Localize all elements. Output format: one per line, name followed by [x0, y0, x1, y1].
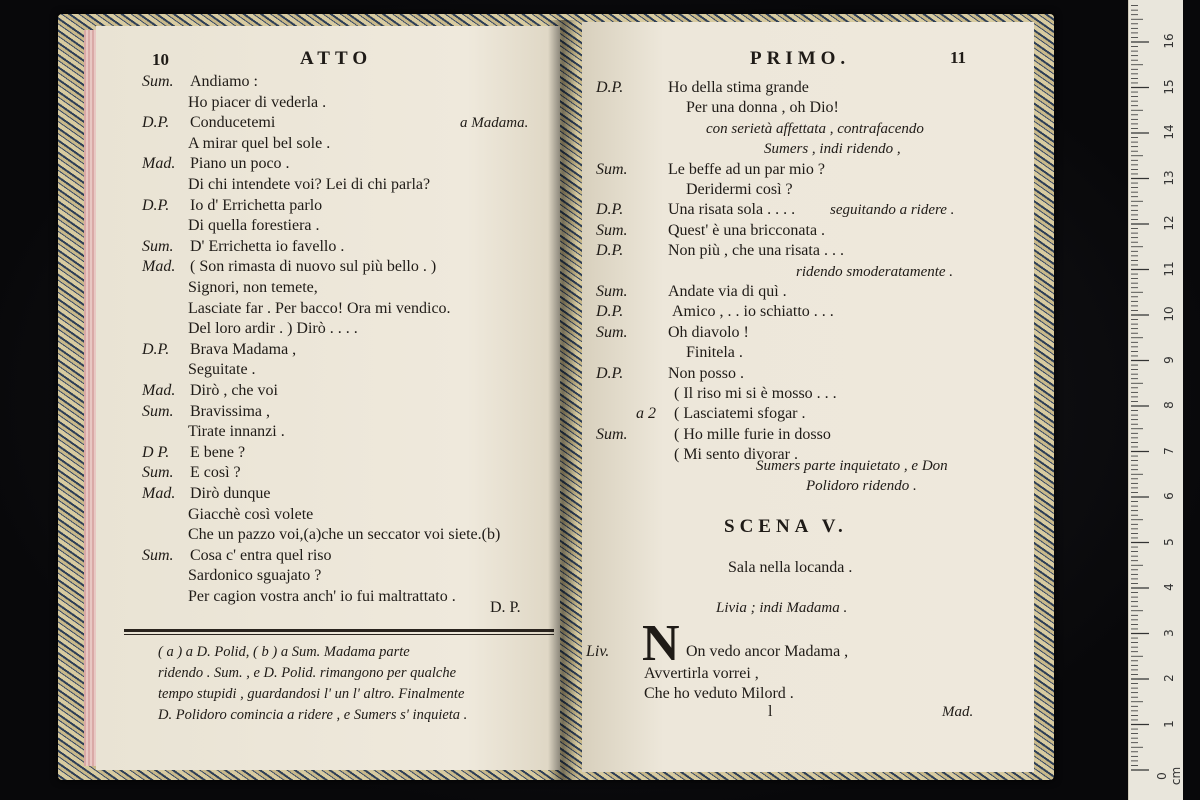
ruler-label: 16	[1162, 33, 1176, 49]
footnote-rule-thin	[124, 634, 554, 635]
ruler-label: 7	[1162, 446, 1176, 455]
livia-line-3: Che ho veduto Milord .	[644, 685, 794, 702]
speaker-label: D.P.	[142, 114, 170, 131]
livia-line-1: On vedo ancor Madama ,	[686, 643, 849, 660]
speaker-livia: Liv.	[586, 643, 610, 660]
stage-direction-1: Sumers parte inquietato , e Don	[756, 458, 948, 474]
verse-line: Oh diavolo !	[668, 324, 749, 341]
verse-line: Conducetemi	[190, 114, 276, 131]
verse-line: Del loro ardir . ) Dirò . . . .	[188, 320, 358, 337]
verse-line: ridendo smoderatamente .	[796, 264, 954, 280]
verse-line: Sardonico sguajato ?	[188, 567, 322, 584]
ruler-label: 0 cm	[1155, 766, 1183, 786]
verse-line: Per una donna , oh Dio!	[686, 99, 839, 116]
verse-line: Cosa c' entra quel riso	[190, 547, 332, 564]
speaker-label: D.P.	[142, 197, 170, 214]
verse-line: E bene ?	[190, 444, 246, 461]
page-number: 10	[152, 50, 169, 69]
scene-place: Sala nella locanda .	[728, 559, 853, 576]
speaker-label: Mad.	[142, 155, 176, 172]
book-gutter	[548, 20, 578, 780]
stage-note: seguitando a ridere .	[830, 202, 955, 218]
verse-line: Le beffe ad un par mio ?	[668, 161, 825, 178]
verse-line: Non posso .	[668, 365, 745, 382]
speaker-label: Sum.	[142, 547, 174, 564]
verse-line: Piano un poco .	[190, 155, 290, 172]
speaker-label: Mad.	[142, 258, 176, 275]
running-header: ATTO	[300, 48, 373, 69]
verse-line: Di chi intendete voi? Lei di chi parla?	[188, 176, 431, 193]
verse-line: Seguitate .	[188, 361, 256, 378]
speaker-label: Sum.	[596, 426, 628, 443]
ruler-label: 4	[1162, 583, 1176, 591]
verse-line: Finitela .	[686, 344, 743, 361]
verse-line: Ho della stima grande	[668, 79, 809, 96]
running-header: PRIMO.	[750, 48, 851, 69]
scene-title: SCENA V.	[724, 516, 848, 537]
ruler-label: 12	[1162, 215, 1176, 231]
ruler-label: 10	[1162, 306, 1176, 322]
speaker-label: D.P.	[596, 201, 624, 218]
verse-line: con serietà affettata , contrafacendo	[706, 121, 924, 137]
ruler-label: 8	[1162, 401, 1176, 409]
speaker-label: D.P.	[596, 242, 624, 259]
speaker-label: a 2	[636, 405, 656, 422]
verse-line: Signori, non temete,	[188, 279, 318, 296]
verse-line: Quest' è una bricconata .	[668, 222, 826, 239]
footnote-rule	[124, 629, 554, 632]
left-page	[96, 26, 560, 770]
verse-line: ( Mi sento divorar .	[674, 446, 798, 463]
verse-line: Andate via di quì .	[668, 283, 787, 300]
ruler-label: 14	[1162, 124, 1176, 140]
footnote-line: D. Polidoro comincia a ridere , e Sumers s' inquieta .	[158, 707, 468, 723]
verse-line: A mirar quel bel sole .	[188, 135, 331, 152]
ruler-label: 5	[1162, 537, 1176, 546]
speaker-label: D.P.	[142, 341, 170, 358]
catchword: Mad.	[942, 704, 974, 720]
ruler-label: 11	[1162, 260, 1176, 277]
verse-line: Brava Madama ,	[190, 341, 297, 358]
right-page	[582, 22, 1034, 772]
verse-line: E così ?	[190, 464, 241, 481]
speaker-label: Sum.	[142, 403, 174, 420]
speaker-label: Sum.	[142, 238, 174, 255]
verse-line: Lasciate far . Per bacco! Ora mi vendico.	[188, 300, 451, 317]
verse-line: Sumers , indi ridendo ,	[764, 141, 901, 157]
verse-line: Dirò dunque	[190, 485, 271, 502]
measurement-ruler	[1128, 0, 1183, 800]
verse-line: Giacchè così volete	[188, 506, 314, 523]
speaker-label: Sum.	[596, 283, 628, 300]
speaker-label: Sum.	[596, 161, 628, 178]
verse-line: Per cagion vostra anch' io fui maltrattato .	[188, 588, 456, 605]
verse-line: D' Errichetta io favello .	[190, 238, 345, 255]
speaker-label: Mad.	[142, 485, 176, 502]
stage-direction-2: Polidoro ridendo .	[806, 478, 917, 494]
verse-line: Non più , che una risata . . .	[668, 242, 844, 259]
signature-mark: l	[768, 703, 773, 720]
speaker-label: Sum.	[596, 324, 628, 341]
verse-line: Bravissima ,	[190, 403, 270, 420]
ruler-label: 2	[1162, 674, 1176, 682]
footnote-line: ( a ) a D. Polid, ( b ) a Sum. Madama parte	[158, 644, 410, 660]
verse-line: Dirò , che voi	[190, 382, 278, 399]
verse-line: Tirate innanzi .	[188, 423, 285, 440]
footnote-line: tempo stupidi , guardandosi l' un l' altro. Finalmente	[158, 686, 465, 702]
drop-capital: N	[642, 615, 680, 672]
speaker-label: D.P.	[596, 79, 624, 96]
footnote-line: ridendo . Sum. , e D. Polid. rimangono per qualche	[158, 665, 457, 681]
speaker-label: Mad.	[142, 382, 176, 399]
verse-line: ( Son rimasta di nuovo sul più bello . )	[190, 258, 437, 275]
ruler-label: 15	[1162, 78, 1176, 95]
verse-line: Io d' Errichetta parlo	[190, 197, 323, 214]
stage-note: a Madama.	[460, 115, 529, 131]
verse-line: ( Ho mille furie in dosso	[674, 426, 831, 443]
ruler-label: 6	[1162, 492, 1176, 500]
speaker-label: D.P.	[596, 303, 624, 320]
verse-line: Di quella forestiera .	[188, 217, 320, 234]
verse-line: Una risata sola . . . .	[668, 201, 796, 218]
livia-line-2: Avvertirla vorrei ,	[644, 665, 759, 682]
ruler-label: 3	[1162, 628, 1176, 637]
ruler-label: 13	[1162, 169, 1176, 186]
verse-line: Andiamo :	[190, 73, 258, 90]
speaker-label: Sum.	[596, 222, 628, 239]
ruler-label: 9	[1162, 355, 1176, 364]
scene-characters: Livia ; indi Madama .	[716, 600, 848, 616]
speaker-label: D.P.	[596, 365, 624, 382]
verse-line: Ho piacer di vederla .	[188, 94, 327, 111]
verse-line: Amico , . . io schiatto . . .	[672, 303, 834, 320]
speaker-label: Sum.	[142, 464, 174, 481]
speaker-label: D P.	[142, 444, 170, 461]
page-number: 11	[950, 48, 967, 67]
verse-line: Che un pazzo voi,(a)che un seccator voi siete.(b)	[188, 526, 501, 543]
speaker-label: Sum.	[142, 73, 174, 90]
verse-line: Deridermi così ?	[686, 181, 793, 198]
verse-line: ( Il riso mi si è mosso . . .	[674, 385, 837, 402]
catchword: D. P.	[490, 599, 521, 616]
verse-line: ( Lasciatemi sfogar .	[674, 405, 806, 422]
ruler-label: 1	[1162, 719, 1176, 728]
